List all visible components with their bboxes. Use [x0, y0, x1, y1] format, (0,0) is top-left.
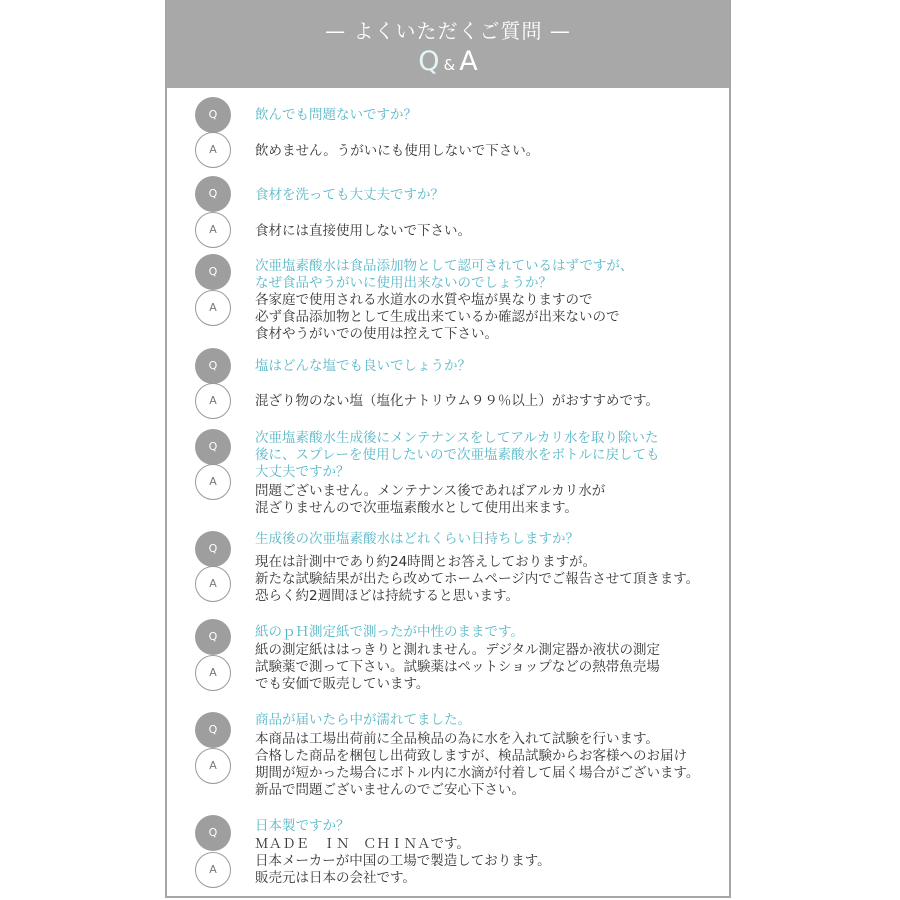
answer-badge: A: [195, 655, 231, 691]
question-text: [255, 107, 417, 124]
answer-line: 日本メーカーが中国の工場で製造しております。: [255, 853, 551, 869]
faq-panel: [165, 0, 731, 898]
question-text: [255, 624, 524, 641]
question-line: 商品が届いたら中が濡れてました。: [255, 712, 471, 728]
faq-header: [167, 0, 729, 88]
answer-text: [255, 143, 539, 160]
question-badge: Q: [195, 254, 231, 290]
question-badge: Q: [195, 619, 231, 655]
answer-text: [255, 483, 605, 517]
answer-line: 新たな試験結果が出たら改めてホームページ内でご報告させて頂きます。: [255, 571, 700, 587]
question-badge: Q: [195, 97, 231, 133]
answer-line: 混ざりませんので次亜塩素酸水として使用出来ます。: [255, 500, 578, 516]
question-line: 食材を洗っても大丈夫ですか？: [255, 187, 444, 203]
question-text: [255, 258, 633, 292]
question-line: なぜ食品やうがいに使用出来ないのでしょうか？: [255, 275, 552, 291]
question-line: 大丈夫ですか？: [255, 464, 350, 480]
answer-line: 必ず食品添加物として生成出来ているか確認が出来ないので: [255, 309, 620, 325]
answer-line: 恐らく約2週間ほどは持続すると思います。: [255, 588, 520, 604]
answer-badge: A: [195, 748, 231, 784]
answer-text: [255, 292, 620, 343]
question-line: 後に、スプレーを使用したいので次亜塩素酸水をボトルに戻しても: [255, 447, 660, 463]
answer-text: [255, 642, 660, 693]
answer-line: 各家庭で使用される水道水の水質や塩が異なりますので: [255, 292, 593, 308]
answer-line: 新品で問題ございませんのでご安心下さい。: [255, 782, 525, 798]
question-badge: Q: [195, 815, 231, 851]
header-qa-logo: [167, 46, 729, 77]
answer-text: [255, 554, 699, 605]
question-text: [255, 430, 659, 481]
answer-line: 紙の測定紙ははっきりと測れません。デジタル測定器か液状の測定: [255, 642, 660, 658]
header-title: — よくいただくご質問 —: [325, 19, 571, 43]
header-amp: &: [443, 56, 456, 74]
question-line: 日本製ですか？: [255, 818, 350, 834]
question-text: [255, 187, 444, 204]
question-line: 生成後の次亜塩素酸水はどれくらい日持ちしますか？: [255, 531, 579, 547]
answer-badge: A: [195, 383, 231, 419]
answer-line: 食材やうがいでの使用は控えて下さい。: [255, 326, 498, 342]
answer-line: 問題ございません。メンテナンス後であればアルカリ水が: [255, 483, 606, 499]
header-q-letter: Q: [418, 46, 440, 77]
question-line: 塩はどんな塩でも良いでしょうか？: [255, 358, 471, 374]
question-line: 次亜塩素酸水生成後にメンテナンスをしてアルカリ水を取り除いた: [255, 430, 659, 446]
question-badge: Q: [195, 429, 231, 465]
question-text: [255, 818, 350, 835]
answer-badge: A: [195, 212, 231, 248]
answer-line: 期間が短かった場合にボトル内に水滴が付着して届く場合がございます。: [255, 765, 700, 781]
question-badge: Q: [195, 176, 231, 212]
answer-badge: A: [195, 132, 231, 168]
header-a-letter: A: [459, 46, 478, 77]
question-badge: Q: [195, 712, 231, 748]
answer-badge: A: [195, 566, 231, 602]
question-badge: Q: [195, 348, 231, 384]
answer-badge: A: [195, 852, 231, 888]
answer-badge: A: [195, 464, 231, 500]
question-text: [255, 358, 471, 375]
question-text: [255, 531, 579, 548]
question-badge: Q: [195, 531, 231, 567]
answer-line: 飲めません。うがいにも使用しないで下さい。: [255, 143, 540, 159]
question-line: 紙のｐＨ測定紙で測ったが中性のままです。: [255, 624, 524, 640]
answer-text: [255, 223, 471, 240]
question-line: 次亜塩素酸水は食品添加物として認可されているはずですが、: [255, 258, 634, 274]
question-line: 飲んでも問題ないですか？: [255, 107, 417, 123]
answer-line: 本商品は工場出荷前に全品検品の為に水を入れて試験を行います。: [255, 731, 659, 747]
answer-line: 合格した商品を梱包し出荷致しますが、検品試験からお客様へのお届け: [255, 748, 687, 764]
answer-badge: A: [195, 290, 231, 326]
answer-line: 現在は計測中であり約24時間とお答えしておりますが。: [255, 554, 597, 570]
answer-line: 販売元は日本の会社です。: [255, 870, 416, 886]
answer-line: でも安価で販売しています。: [255, 676, 430, 692]
answer-text: [255, 731, 699, 799]
question-text: [255, 712, 471, 729]
answer-line: ＭＡＤＥ ＩＮ ＣＨＩＮＡです。: [255, 836, 470, 852]
answer-line: 混ざり物のない塩（塩化ナトリウム９９％以上）がおすすめです。: [255, 393, 659, 409]
answer-line: 試験薬で測って下さい。試験薬はペットショップなどの熱帯魚売場: [255, 659, 660, 675]
answer-text: [255, 393, 659, 410]
answer-text: [255, 836, 551, 887]
answer-line: 食材には直接使用しないで下さい。: [255, 223, 471, 239]
